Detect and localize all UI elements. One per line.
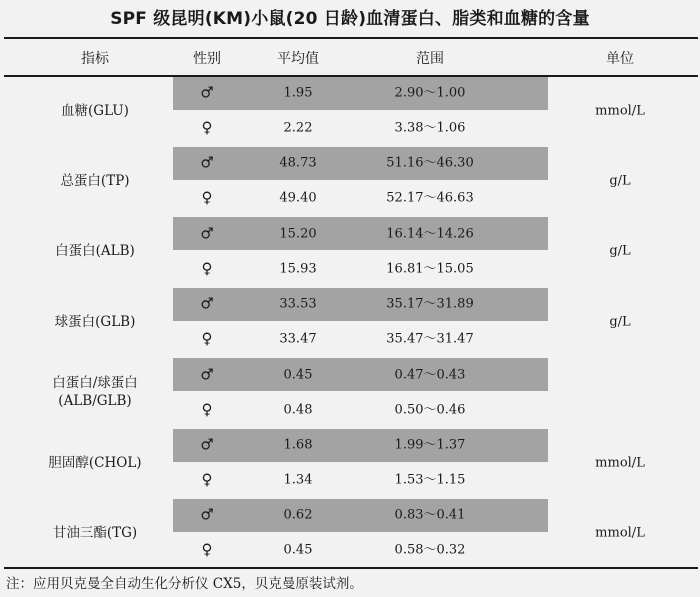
female-symbol: ♀ [201, 329, 213, 348]
male-row-band [173, 77, 548, 110]
table-title: SPF 级昆明(KM)小鼠(20 日龄)血清蛋白、脂类和血糖的含量 [110, 9, 590, 29]
header-mean: 平均值 [277, 51, 319, 67]
female-range: 35.47～31.47 [386, 331, 474, 347]
female-range: 3.38～1.06 [394, 120, 466, 136]
female-mean: 15.93 [279, 261, 317, 277]
male-mean: 1.95 [283, 85, 313, 101]
unit-cell: g/L [609, 173, 631, 189]
male-symbol: ♂ [200, 153, 214, 172]
male-symbol: ♂ [200, 365, 214, 384]
unit-cell: mmol/L [595, 103, 645, 118]
male-symbol: ♂ [200, 435, 214, 454]
male-symbol: ♂ [200, 83, 214, 102]
male-row-band [173, 147, 548, 180]
male-mean: 0.45 [283, 367, 313, 383]
male-range: 0.83～0.41 [394, 507, 466, 523]
male-mean: 33.53 [279, 296, 317, 312]
indicator-text: 白蛋白/球蛋白 [52, 375, 138, 392]
indicator-text: 甘油三酯(TG) [52, 524, 138, 541]
male-range: 2.90～1.00 [394, 85, 466, 101]
male-row-band [173, 288, 548, 321]
unit-cell: g/L [609, 314, 631, 330]
indicator-cell [5, 454, 185, 472]
female-mean: 1.34 [283, 472, 313, 488]
male-symbol: ♂ [200, 505, 214, 524]
female-range: 1.53～1.15 [394, 472, 466, 488]
female-mean: 2.22 [283, 120, 313, 136]
male-range: 16.14～14.26 [386, 226, 474, 242]
header-unit: 单位 [606, 51, 634, 67]
header-sex: 性别 [193, 51, 221, 67]
female-symbol: ♀ [201, 400, 213, 419]
bottom-rule [4, 567, 698, 569]
male-mean: 1.68 [283, 437, 313, 453]
top-rule [4, 37, 698, 39]
unit-cell: mmol/L [595, 455, 645, 470]
male-range: 0.47～0.43 [394, 367, 466, 383]
indicator-cell [5, 102, 185, 120]
indicator-cell [5, 242, 185, 260]
male-range: 1.99～1.37 [394, 437, 466, 453]
male-symbol: ♂ [200, 224, 214, 243]
male-mean: 0.62 [283, 507, 313, 523]
unit-cell: mmol/L [595, 525, 645, 541]
unit-cell: g/L [609, 243, 631, 259]
indicator-text: (ALB/GLB) [58, 393, 132, 410]
indicator-cell [5, 313, 185, 331]
male-row-band [173, 499, 548, 532]
female-symbol: ♀ [201, 259, 213, 278]
indicator-cell [5, 524, 185, 542]
female-range: 0.58～0.32 [394, 542, 466, 558]
female-mean: 0.48 [283, 402, 313, 418]
indicator-text: 血糖(GLU) [61, 102, 129, 119]
male-row-band [173, 358, 548, 391]
male-mean: 48.73 [279, 155, 317, 171]
header-range: 范围 [416, 51, 444, 67]
table-note: 注：应用贝克曼全自动生化分析仪 CX5，贝克曼原装试剂。 [6, 576, 363, 592]
indicator-text: 总蛋白(TP) [60, 172, 130, 189]
male-row-band [173, 429, 548, 462]
female-symbol: ♀ [201, 188, 213, 207]
header-indicator: 指标 [81, 51, 109, 67]
male-symbol: ♂ [200, 294, 214, 313]
male-range: 35.17～31.89 [386, 296, 474, 312]
male-range: 51.16～46.30 [386, 155, 474, 171]
female-range: 0.50～0.46 [394, 402, 466, 418]
male-mean: 15.20 [279, 226, 317, 242]
female-mean: 33.47 [279, 331, 317, 347]
female-range: 52.17～46.63 [386, 190, 474, 206]
female-range: 16.81～15.05 [386, 261, 474, 277]
indicator-cell [5, 374, 185, 410]
indicator-text: 球蛋白(GLB) [54, 313, 136, 330]
female-symbol: ♀ [201, 540, 213, 559]
female-symbol: ♀ [201, 118, 213, 137]
female-symbol: ♀ [201, 470, 213, 489]
female-mean: 49.40 [279, 190, 317, 206]
female-mean: 0.45 [283, 542, 313, 558]
indicator-cell [5, 172, 185, 190]
male-row-band [173, 217, 548, 250]
indicator-text: 白蛋白(ALB) [55, 243, 135, 260]
indicator-text: 胆固醇(CHOL) [48, 454, 142, 471]
